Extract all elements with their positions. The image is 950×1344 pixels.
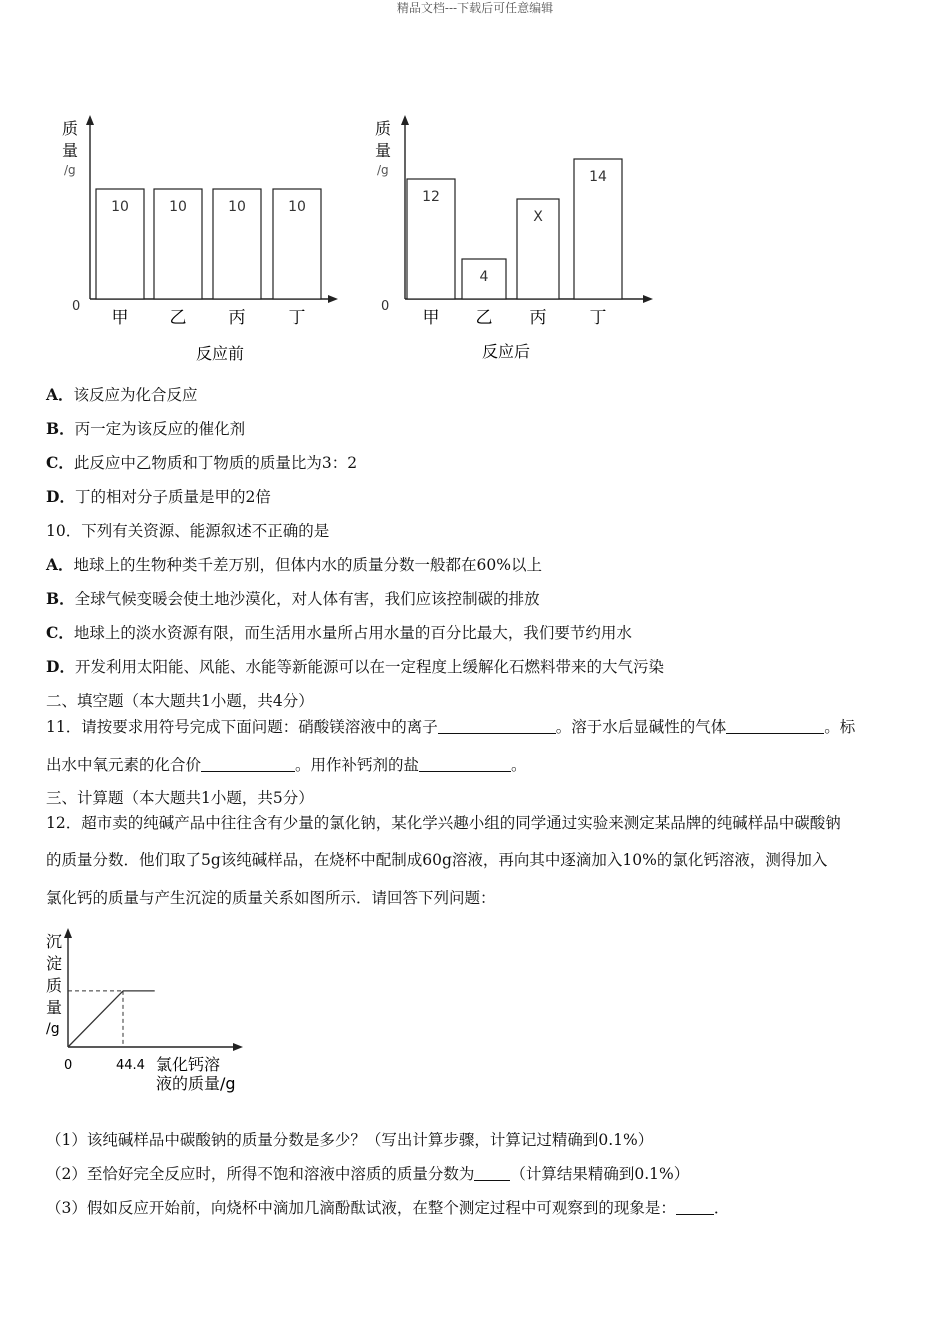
y-label-char: 量	[62, 141, 79, 160]
q12-sub1: （1）该纯碱样品中碳酸钠的质量分数是多少？（写出计算步骤，计算记过精确到0.1%）	[46, 1131, 654, 1149]
bar-value-label: 10	[288, 199, 306, 215]
bar-value-label: 10	[111, 199, 129, 215]
y-label-char: 质	[62, 119, 79, 138]
bar-chart-before	[50, 110, 350, 370]
category-label: 甲	[422, 308, 440, 328]
y-label-unit: /g	[64, 163, 76, 177]
y-label-unit: /g	[377, 163, 389, 177]
q9-option-d: D．丁的相对分子质量是甲的2倍	[46, 487, 271, 506]
chart-caption: 反应后	[482, 342, 531, 361]
answer-blank[interactable]	[676, 1200, 714, 1215]
y-axis-arrow-icon	[86, 115, 94, 125]
answer-blank[interactable]	[438, 719, 556, 734]
page-header: 精品文档---下载后可任意编辑	[396, 1, 554, 15]
answer-blank[interactable]	[201, 757, 295, 772]
x-label-line2: 液的质量/g	[156, 1074, 236, 1093]
x-tick-label: 44.4	[116, 1058, 145, 1073]
bar-value-label: 12	[422, 189, 440, 205]
y-label-char: 淀	[46, 954, 63, 973]
section-fill-in: 二、填空题（本大题共1小题，共4分）	[46, 692, 314, 710]
q12-line1: 12．超市卖的纯碱产品中往往含有少量的氯化钠，某化学兴趣小组的同学通过实验来测定某品牌的纯碱样品中碳酸钠	[46, 814, 841, 832]
answer-blank[interactable]	[726, 719, 824, 734]
y-label-char: 量	[46, 998, 63, 1017]
q12-sub2: （2）至恰好完全反应时，所得不饱和溶液中溶质的质量分数为 （计算结果精确到0.1%）	[46, 1165, 690, 1183]
q12-sub3: （3）假如反应开始前，向烧杯中滴加几滴酚酞试液，在整个测定过程中可观察到的现象是： ．	[46, 1199, 730, 1217]
y-label-char: 沉	[46, 932, 63, 951]
q10-option-c: C．地球上的淡水资源有限，而生活用水量所占用水量的百分比最大，我们要节约用水	[46, 623, 632, 642]
x-axis-arrow-icon	[643, 295, 653, 303]
x-label-line1: 氯化钙溶	[156, 1055, 221, 1074]
answer-blank[interactable]	[419, 757, 511, 772]
bar-value-label: 10	[169, 199, 187, 215]
category-label: 丁	[589, 308, 607, 328]
q12-line3: 氯化钙的质量与产生沉淀的质量关系如图所示．请回答下列问题：	[46, 889, 496, 907]
category-label: 甲	[111, 308, 129, 328]
q12-line2: 的质量分数．他们取了5g该纯碱样品，在烧杯中配制成60g溶液，再向其中逐滴加入10%的氯化钙溶液，测得加入	[46, 851, 828, 869]
category-label: 丙	[228, 308, 246, 328]
category-label: 丁	[288, 308, 306, 328]
bar-chart-after	[365, 110, 665, 370]
origin-label: 0	[72, 299, 81, 314]
y-label-char: 量	[375, 141, 392, 160]
category-label: 乙	[475, 308, 493, 328]
y-label-unit: /g	[46, 1021, 60, 1037]
answer-blank[interactable]	[474, 1166, 510, 1181]
category-label: 乙	[169, 308, 187, 328]
q11-line1: 11．请按要求用符号完成下面问题：硝酸镁溶液中的离子 。溶于水后显碱性的气体 。标	[46, 718, 856, 736]
bar-value-label: 4	[479, 269, 489, 285]
origin-label: 0	[64, 1058, 73, 1073]
y-label-char: 质	[46, 976, 63, 995]
category-label: 丙	[529, 308, 547, 328]
q10-option-a: A．地球上的生物种类千差万别，但体内水的质量分数一般都在60%以上	[46, 555, 542, 574]
q9-option-c: C．此反应中乙物质和丁物质的质量比为3：2	[46, 453, 358, 472]
q10-stem: 10．下列有关资源、能源叙述不正确的是	[46, 522, 330, 540]
q10-option-d: D．开发利用太阳能、风能、水能等新能源可以在一定程度上缓解化石燃料带来的大气污染	[46, 657, 664, 676]
bar-value-label: 10	[228, 199, 246, 215]
q9-option-b: B．丙一定为该反应的催化剂	[46, 419, 246, 438]
q10-option-b: B．全球气候变暖会使土地沙漠化，对人体有害，我们应该控制碳的排放	[46, 589, 540, 608]
section-calculation: 三、计算题（本大题共1小题，共5分）	[46, 789, 314, 807]
y-label-char: 质	[375, 119, 392, 138]
precipitate-chart	[40, 925, 280, 1100]
x-axis-arrow-icon	[328, 295, 338, 303]
bar-value-label: X	[533, 209, 543, 225]
y-axis-arrow-icon	[64, 928, 72, 938]
q9-option-a: A．该反应为化合反应	[46, 385, 198, 404]
rising-line	[68, 991, 123, 1047]
x-axis-arrow-icon	[233, 1043, 243, 1051]
bar-value-label: 14	[589, 169, 607, 185]
chart-caption: 反应前	[196, 344, 245, 363]
y-axis-arrow-icon	[401, 115, 409, 125]
origin-label: 0	[381, 299, 390, 314]
q11-line2: 出水中氧元素的化合价 。用作补钙剂的盐 。	[46, 756, 527, 774]
